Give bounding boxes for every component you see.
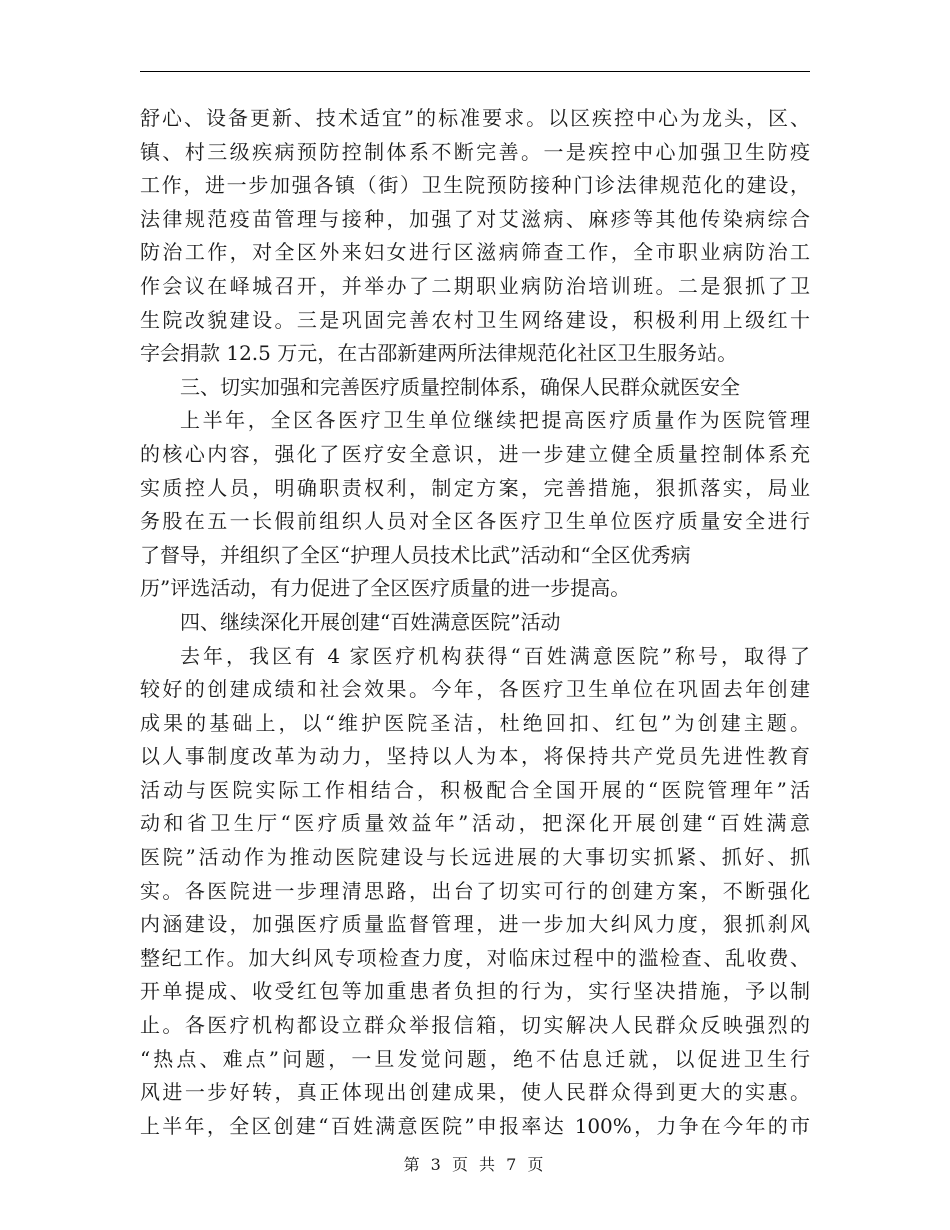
text-line: 四、继续深化开展创建“百姓满意医院”活动 [180,609,561,634]
text-line: “热点、难点”问题，一旦发觉问题，绝不估息迁就，以促进卫生行 [140,1046,810,1071]
header-rule [140,71,810,72]
text-line: 实。各医院进一步理清思路，出台了切实可行的创建方案，不断强化 [140,878,810,903]
text-line: 实质控人员，明确职责权利，制定方案，完善措施，狠抓落实，局业 [140,475,810,500]
text-line: 三、切实加强和完善医疗质量控制体系，确保人民群众就医安全 [180,374,740,399]
text-line: 医院”活动作为推动医院建设与长远进展的大事切实抓紧、抓好、抓 [140,845,810,870]
text-line: 以人事制度改革为动力，坚持以人为本，将保持共产党员先进性教育 [140,744,810,769]
text-line: 止。各医疗机构都设立群众举报信箱，切实解决人民群众反映强烈的 [140,1013,810,1038]
text-line: 内涵建设，加强医疗质量监督管理，进一步加大纠风力度，狠抓刹风 [140,912,810,937]
text-line: 舒心、设备更新、技术适宜”的标准要求。以区疾控中心为龙头，区、 [140,106,810,130]
text-line: 历”评选活动，有力促进了全区医疗质量的进一步提高。 [140,576,631,601]
text-line: 活动与医院实际工作相结合，积极配合全国开展的“医院管理年”活 [140,777,810,802]
text-line: 整纪工作。加大纠风专项检查力度，对临床过程中的滥检查、乱收费、 [140,945,810,970]
text-line: 上半年，全区各医疗卫生单位继续把提高医疗质量作为医院管理 [180,408,810,433]
text-line: 的核心内容，强化了医疗安全意识，进一步建立健全质量控制体系充 [140,441,810,466]
page-number: 第 3 页 共 7 页 [403,1155,547,1174]
text-line: 作会议在峄城召开，并举办了二期职业病防治培训班。二是狠抓了卫 [140,273,810,298]
text-line: 防治工作，对全区外来妇女进行区滋病筛查工作，全市职业病防治工 [140,240,810,265]
text-line: 动和省卫生厅“医疗质量效益年”活动，把深化开展创建“百姓满意 [140,811,810,836]
text-line: 风进一步好转，真正体现出创建成果，使人民群众得到更大的实惠。 [140,1080,810,1105]
text-line: 字会捐款 12.5 万元，在古邵新建两所法律规范化社区卫生服务站。 [140,341,738,366]
text-line: 工作，进一步加强各镇（街）卫生院预防接种门诊法律规范化的建设， [140,173,810,198]
text-line: 去年，我区有 4 家医疗机构获得“百姓满意医院”称号，取得了 [180,643,810,668]
text-line: 务股在五一长假前组织人员对全区各医疗卫生单位医疗质量安全进行 [140,509,810,534]
document-body [140,102,810,1143]
text-line: 开单提成、收受红包等加重患者负担的行为，实行坚决措施，予以制 [140,979,810,1004]
text-line: 上半年，全区创建“百姓满意医院”申报率达 100%，力争在今年的市 [140,1113,810,1138]
text-line: 了督导，并组织了全区“护理人员技术比武”活动和“全区优秀病 [140,542,691,567]
text-line: 较好的创建成绩和社会效果。今年，各医疗卫生单位在巩固去年创建 [140,677,810,702]
text-line: 法律规范疫苗管理与接种，加强了对艾滋病、麻疹等其他传染病综合 [140,206,810,231]
text-line: 成果的基础上，以“维护医院圣洁，杜绝回扣、红包”为创建主题。 [140,710,810,735]
text-line: 生院改貌建设。三是巩固完善农村卫生网络建设，积极利用上级红十 [140,307,810,332]
text-line: 镇、村三级疾病预防控制体系不断完善。一是疾控中心加强卫生防疫 [140,139,810,164]
